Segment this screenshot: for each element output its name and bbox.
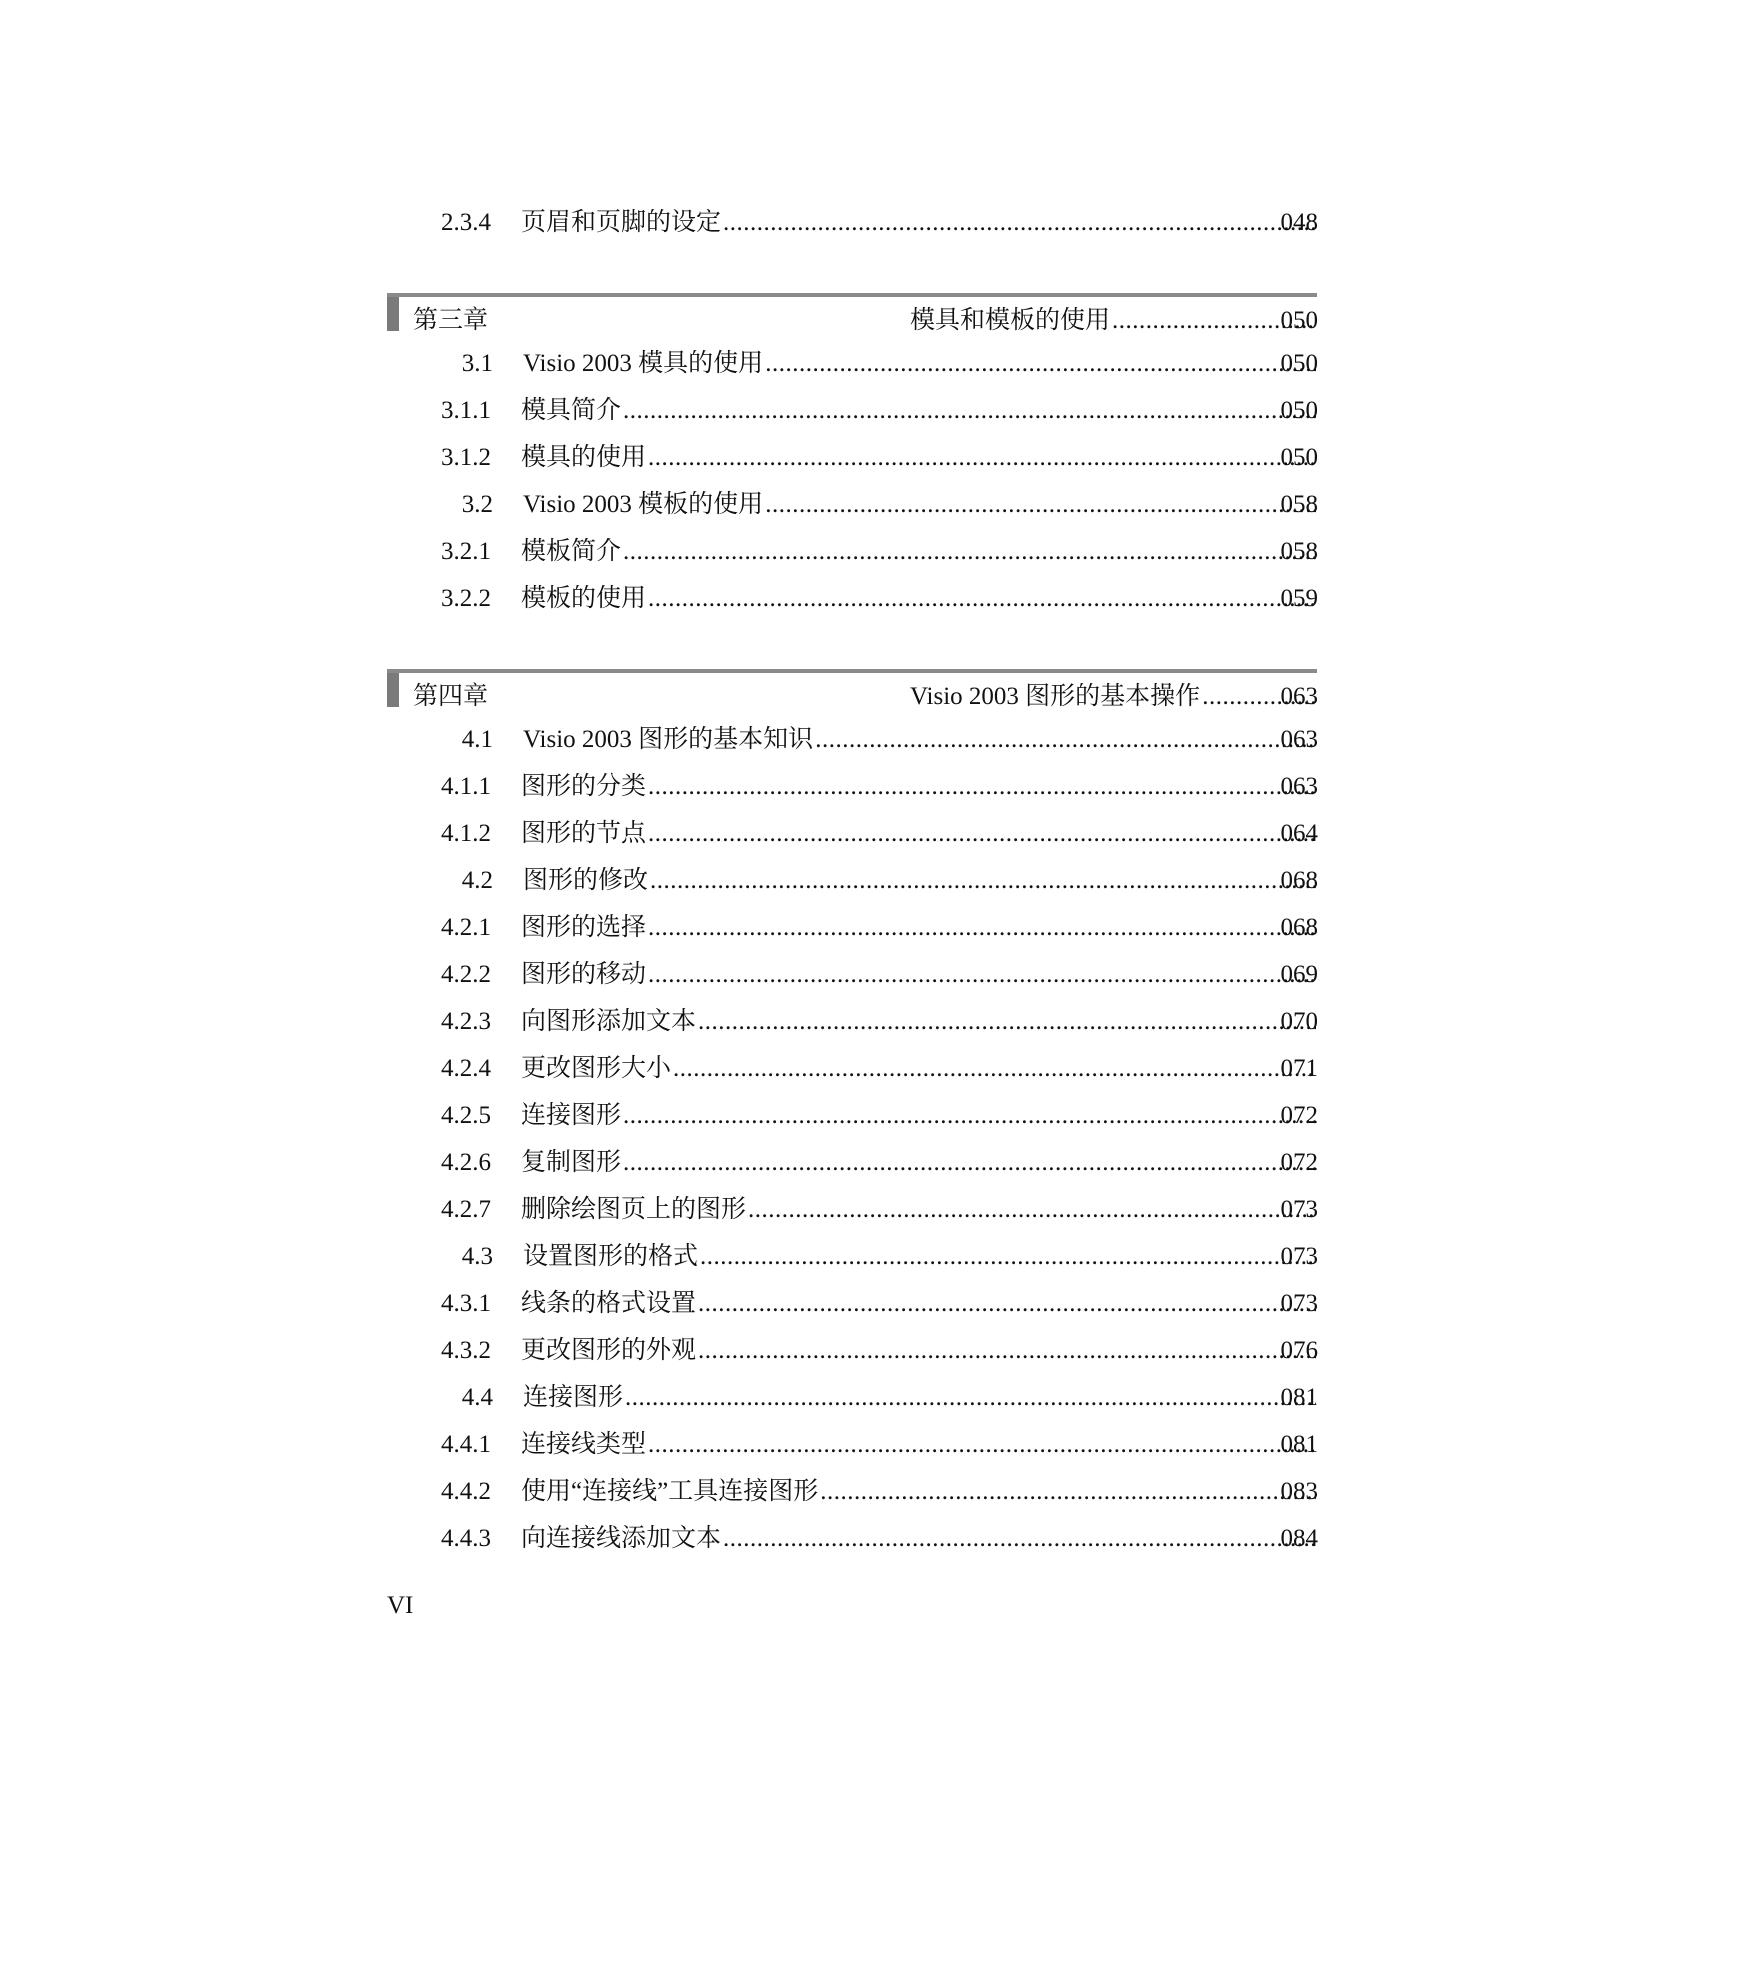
entry-title: 模板简介 [521, 538, 622, 565]
dot-leader [648, 810, 1316, 857]
entry-page: 063 [1280, 683, 1318, 710]
entry-title: 图形的分类 [521, 773, 647, 800]
toc-entry-row[interactable] [0, 1280, 1737, 1327]
entry-title: Visio 2003 图形的基本知识 [523, 726, 814, 753]
toc-entry-row[interactable] [0, 575, 1737, 622]
entry-page: 068 [1280, 867, 1318, 894]
entry-title: 向连接线添加文本 [521, 1525, 722, 1552]
entry-number: 4.2 [461, 867, 493, 894]
dot-leader [623, 1092, 1316, 1139]
toc-entry-row[interactable] [0, 810, 1737, 857]
entry-title: 模具的使用 [521, 444, 647, 471]
toc-entry-row[interactable] [0, 1092, 1737, 1139]
entry-page: 069 [1280, 961, 1318, 988]
entry-page: 083 [1280, 1478, 1318, 1505]
entry-page: 081 [1280, 1431, 1318, 1458]
entry-page: 050 [1280, 397, 1318, 424]
entry-title: 使用“连接线”工具连接图形 [521, 1478, 819, 1505]
entry-number: 3.1 [461, 350, 493, 377]
entry-title: 模板的使用 [521, 585, 647, 612]
dot-leader [765, 481, 1316, 528]
toc-entry-row[interactable] [0, 998, 1737, 1045]
dot-leader [820, 1468, 1316, 1515]
entry-page: 058 [1280, 491, 1318, 518]
entry-number: 4.4 [461, 1384, 493, 1411]
entry-number: 4.1 [461, 726, 493, 753]
entry-title: 更改图形大小 [521, 1055, 672, 1082]
entry-title: 图形的修改 [523, 867, 649, 894]
entry-number: 4.2.6 [441, 1149, 491, 1176]
entry-title: Visio 2003 图形的基本操作 [910, 683, 1201, 710]
dot-leader [673, 1045, 1316, 1092]
toc-chapter-row[interactable] [387, 669, 1317, 716]
entry-title: 图形的选择 [521, 914, 647, 941]
entry-page: 050 [1280, 307, 1318, 334]
toc-entry-row[interactable] [0, 1515, 1737, 1562]
dot-leader [623, 1139, 1316, 1186]
chapter-marker-bar [387, 673, 399, 707]
dot-leader [648, 904, 1316, 951]
dot-leader [700, 1233, 1316, 1280]
dot-leader [648, 1421, 1316, 1468]
dot-leader [815, 716, 1316, 763]
entry-number: 3.1.2 [441, 444, 491, 471]
entry-number: 第三章 [413, 307, 489, 334]
entry-title: 复制图形 [521, 1149, 622, 1176]
dot-leader [765, 340, 1316, 387]
entry-title: 连接图形 [521, 1102, 622, 1129]
toc-entry-row[interactable] [0, 1468, 1737, 1515]
dot-leader [648, 763, 1316, 810]
entry-number: 4.1.1 [441, 773, 491, 800]
entry-page: 070 [1280, 1008, 1318, 1035]
entry-page: 064 [1280, 820, 1318, 847]
entry-page: 058 [1280, 538, 1318, 565]
chapter-marker-bar [387, 297, 399, 331]
dot-leader [698, 1327, 1316, 1374]
entry-number: 3.2 [461, 491, 493, 518]
entry-page: 073 [1280, 1290, 1318, 1317]
toc-entry-row[interactable] [0, 904, 1737, 951]
dot-leader [648, 951, 1316, 998]
dot-leader [648, 575, 1316, 622]
entry-title: Visio 2003 模具的使用 [523, 350, 764, 377]
entry-page: 063 [1280, 726, 1318, 753]
entry-number: 4.2.1 [441, 914, 491, 941]
entry-title: 设置图形的格式 [523, 1243, 699, 1270]
entry-page: 076 [1280, 1337, 1318, 1364]
entry-page: 081 [1280, 1384, 1318, 1411]
toc-entry-row[interactable] [0, 1186, 1737, 1233]
entry-page: 084 [1280, 1525, 1318, 1552]
toc-entry-row[interactable] [0, 199, 1737, 246]
dot-leader [625, 1374, 1316, 1421]
entry-title: 更改图形的外观 [521, 1337, 697, 1364]
toc-entry-row[interactable] [0, 1139, 1737, 1186]
toc-entry-row[interactable] [0, 1327, 1737, 1374]
entry-page: 050 [1280, 444, 1318, 471]
entry-page: 048 [1280, 209, 1318, 236]
entry-number: 4.1.2 [441, 820, 491, 847]
entry-number: 2.3.4 [441, 209, 491, 236]
entry-title: 线条的格式设置 [521, 1290, 697, 1317]
entry-title: 模具简介 [521, 397, 622, 424]
dot-leader [648, 434, 1316, 481]
entry-number: 4.4.2 [441, 1478, 491, 1505]
entry-page: 073 [1280, 1243, 1318, 1270]
entry-title: Visio 2003 模板的使用 [523, 491, 764, 518]
toc-entry-row[interactable] [0, 434, 1737, 481]
dot-leader [623, 387, 1316, 434]
toc-entry-row[interactable] [0, 951, 1737, 998]
entry-page: 072 [1280, 1149, 1318, 1176]
dot-leader [650, 857, 1316, 904]
toc-entry-row[interactable] [0, 857, 1737, 904]
dot-leader [698, 998, 1316, 1045]
toc-entry-row[interactable] [0, 340, 1737, 387]
dot-leader [723, 199, 1316, 246]
entry-title: 连接图形 [523, 1384, 624, 1411]
entry-number: 4.2.5 [441, 1102, 491, 1129]
table-of-contents [0, 199, 1737, 1562]
entry-title: 图形的移动 [521, 961, 647, 988]
spacer [0, 246, 1737, 293]
dot-leader [698, 1280, 1316, 1327]
entry-page: 063 [1280, 773, 1318, 800]
entry-number: 3.1.1 [441, 397, 491, 424]
toc-entry-row[interactable] [0, 716, 1737, 763]
toc-entry-row[interactable] [0, 763, 1737, 810]
entry-page: 071 [1280, 1055, 1318, 1082]
entry-number: 4.2.2 [441, 961, 491, 988]
dot-leader [723, 1515, 1316, 1562]
entry-page: 073 [1280, 1196, 1318, 1223]
entry-page: 068 [1280, 914, 1318, 941]
toc-entry-row[interactable] [0, 387, 1737, 434]
entry-title: 页眉和页脚的设定 [521, 209, 722, 236]
toc-entry-row[interactable] [0, 481, 1737, 528]
entry-title: 图形的节点 [521, 820, 647, 847]
entry-number: 4.3 [461, 1243, 493, 1270]
entry-number: 4.4.3 [441, 1525, 491, 1552]
entry-number: 3.2.2 [441, 585, 491, 612]
entry-page: 059 [1280, 585, 1318, 612]
toc-chapter-row[interactable] [387, 293, 1317, 340]
toc-entry-row[interactable] [0, 1233, 1737, 1280]
entry-number: 第四章 [413, 683, 489, 710]
entry-number: 4.2.3 [441, 1008, 491, 1035]
entry-page: 072 [1280, 1102, 1318, 1129]
entry-number: 4.4.1 [441, 1431, 491, 1458]
entry-number: 4.3.1 [441, 1290, 491, 1317]
toc-entry-row[interactable] [0, 1374, 1737, 1421]
toc-entry-row[interactable] [0, 1045, 1737, 1092]
entry-title: 模具和模板的使用 [910, 307, 1111, 334]
entry-page: 050 [1280, 350, 1318, 377]
dot-leader [623, 528, 1316, 575]
entry-title: 向图形添加文本 [521, 1008, 697, 1035]
spacer [0, 622, 1737, 669]
toc-entry-row[interactable] [0, 528, 1737, 575]
toc-entry-row[interactable] [0, 1421, 1737, 1468]
page-number: VI [387, 1592, 414, 1619]
entry-number: 3.2.1 [441, 538, 491, 565]
entry-number: 4.2.4 [441, 1055, 491, 1082]
entry-number: 4.2.7 [441, 1196, 491, 1223]
dot-leader [748, 1186, 1316, 1233]
entry-title: 连接线类型 [521, 1431, 647, 1458]
entry-number: 4.3.2 [441, 1337, 491, 1364]
entry-title: 删除绘图页上的图形 [521, 1196, 747, 1223]
